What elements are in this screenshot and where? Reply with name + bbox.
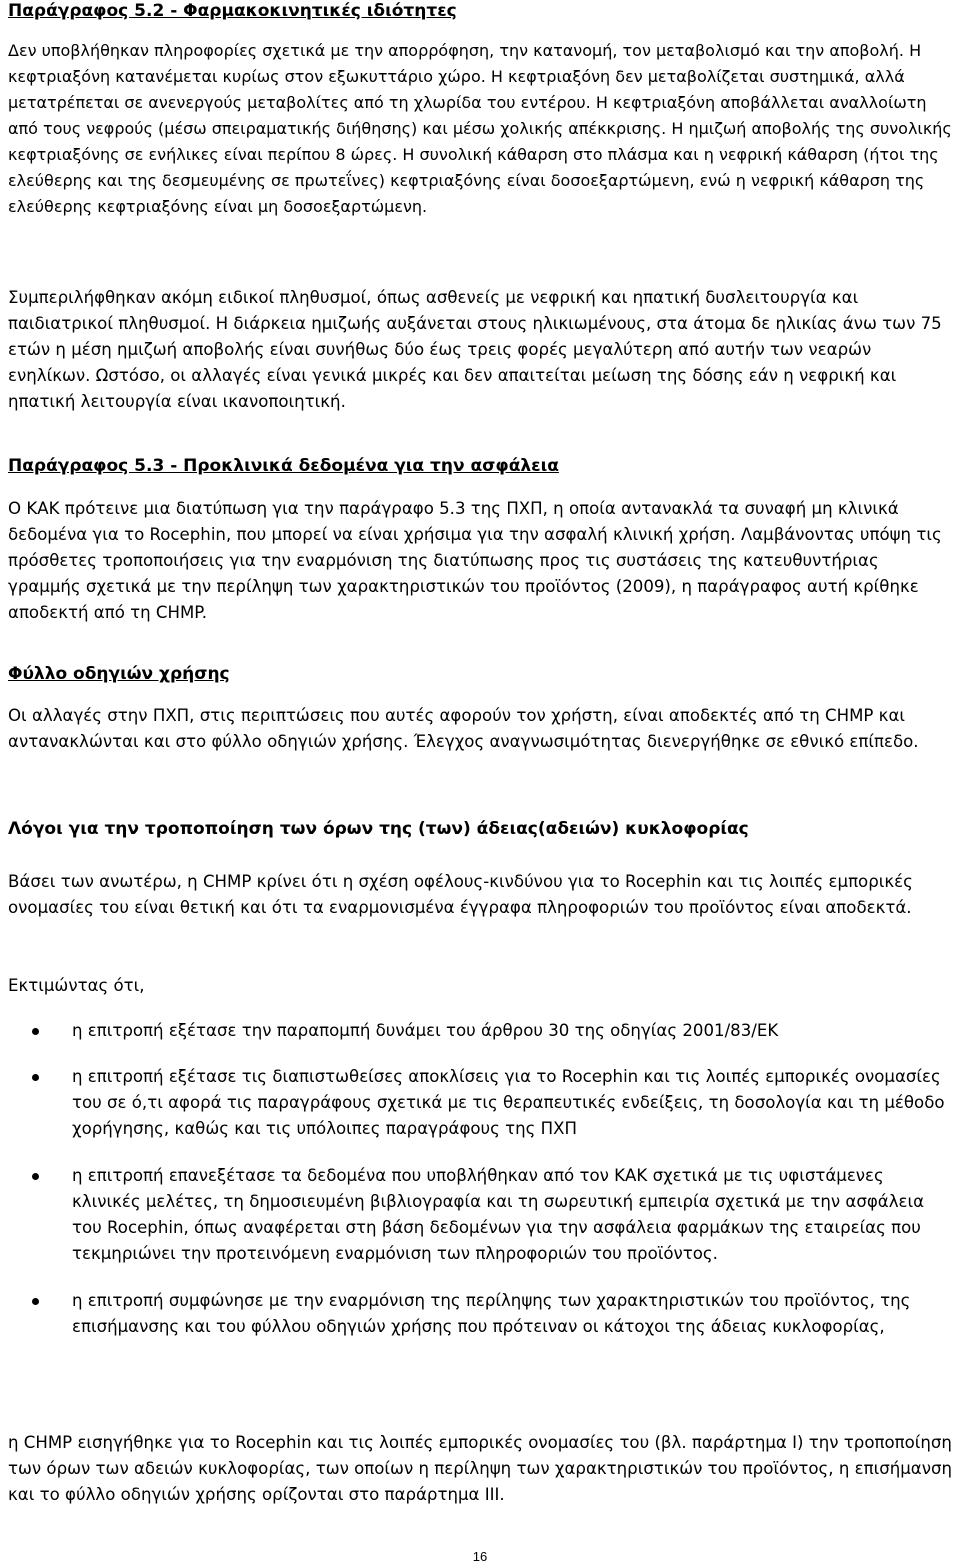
grounds-bullet-text: η επιτροπή εξέτασε τις διαπιστωθείσες αποκλίσεις για το Rocephin και τις λοιπές εμπορικές ονομασίες του σε ό,τι αφορά τις παραγράφους σχετικά με τις θεραπευτικές ενδείξεις, τη δοσολογία και τη μέθοδο χορήγησης, καθώς και τις υπόλοιπες παραγράφους της ΠΧΠ <box>72 1067 945 1138</box>
bullet-dot-icon <box>32 1173 39 1180</box>
grounds-heading: Λόγοι για την τροποποίηση των όρων της (των) άδειας(αδειών) κυκλοφορίας <box>8 819 749 839</box>
grounds-bullet-item <box>0 1018 954 1044</box>
section-5-2-heading: Παράγραφος 5.2 - Φαρμακοκινητικές ιδιότητες <box>8 1 457 21</box>
grounds-bullet-item <box>0 1288 954 1340</box>
grounds-bullet-item <box>0 1064 954 1142</box>
grounds-bullet-list <box>0 1018 954 1340</box>
bullet-dot-icon <box>32 1298 39 1305</box>
section-5-3-paragraph-1: Ο ΚΑΚ πρότεινε μια διατύπωση για την παράγραφο 5.3 της ΠΧΠ, η οποία αντανακλά τα συναφή μη κλινικά δεδομένα για το Rocephin, που μπορεί να είναι χρήσιμα για την ασφαλή κλινική χρήση. Λαμβάνοντας υπόψη τις πρόσθετες τροποποιήσεις για την εναρμόνιση της διατύπωσης προς τις συστάσεις της κατευθυντήριας γραμμής σχετικά με την περίληψη των χαρακτηριστικών του προϊόντος (2009), η παράγραφος αυτή κρίθηκε αποδεκτή από τη CHMP. <box>8 499 942 622</box>
grounds-closing: η CHMP εισηγήθηκε για το Rocephin και τις λοιπές εμπορικές ονομασίες του (βλ. παράρτημα I) την τροποποίηση των όρων των αδειών κυκλοφορίας, των οποίων η περίληψη των χαρακτηριστικών του προϊόντος, η επισήμανση και το φύλλο οδηγιών χρήσης ορίζονται στο παράρτημα III. <box>8 1433 953 1504</box>
section-5-2-paragraph-1: Δεν υποβλήθηκαν πληροφορίες σχετικά με την απορρόφηση, την κατανομή, τον μεταβολισμό και την αποβολή. Η κεφτριαξόνη κατανέμεται κυρίως στον εξωκυττάριο χώρο. Η κεφτριαξόνη δεν μεταβολίζεται συστημικά, αλλά μετατρέπεται σε ανενεργούς μεταβολίτες από τη χλωρίδα του εντέρου. Η κεφτριαξόνη αποβάλλεται αναλλοίωτη από τους νεφρούς (μέσω σπειραματικής διήθησης) και μέσω χολικής απέκκρισης. Η ημιζωή αποβολής της συνολικής κεφτριαξόνης σε ενήλικες είναι περίπου 8 ώρες. Η συνολική κάθαρση στο πλάσμα και η νεφρική κάθαρση (ήτοι της ελεύθερης και της δεσμευμένης σε πρωτεΐνες) κεφτριαξόνης είναι δοσοεξαρτώμενη, ενώ η νεφρική κάθαρση της ελεύθερης κεφτριαξόνης είναι μη δοσοεξαρτώμενη. <box>8 41 952 216</box>
grounds-paragraph-1: Βάσει των ανωτέρω, η CHMP κρίνει ότι η σχέση οφέλους-κινδύνου για το Rocephin και τις λοιπές εμπορικές ονομασίες του είναι θετική και ότι τα εναρμονισμένα έγγραφα πληροφοριών του προϊόντος είναι αποδεκτά. <box>8 872 913 917</box>
grounds-bullet-text: η επιτροπή εξέτασε την παραπομπή δυνάμει του άρθρου 30 της οδηγίας 2001/83/ΕΚ <box>72 1021 779 1040</box>
bullet-dot-icon <box>32 1028 39 1035</box>
page-number: 16 <box>472 1549 488 1564</box>
grounds-bullet-item <box>0 1163 954 1267</box>
grounds-bullet-text: η επιτροπή επανεξέτασε τα δεδομένα που υποβλήθηκαν από τον ΚΑΚ σχετικά με τις υφιστάμενες κλινικές μελέτες, τη δημοσιευμένη βιβλιογραφία και τη σωρευτική εμπειρία σχετικά με την ασφάλεια του Rocephin, όπως αναφέρεται στη βάση δεδομένων για την ασφάλεια φαρμάκων της εταιρείας που τεκμηριώνει την προτεινόμενη εναρμόνιση των πληροφοριών του προϊόντος. <box>72 1166 925 1263</box>
bullet-dot-icon <box>32 1074 39 1081</box>
grounds-intro: Εκτιμώντας ότι, <box>8 976 145 995</box>
leaflet-heading: Φύλλο οδηγιών χρήσης <box>8 664 230 684</box>
grounds-bullet-text: η επιτροπή συμφώνησε με την εναρμόνιση της περίληψης των χαρακτηριστικών του προϊόντος, της επισήμανσης και του φύλλου οδηγιών χρήσης που πρότειναν οι κάτοχοι της άδειας κυκλοφορίας, <box>72 1291 911 1336</box>
section-5-2-paragraph-2: Συμπεριλήφθηκαν ακόμη ειδικοί πληθυσμοί, όπως ασθενείς με νεφρική και ηπατική δυσλειτουργία και παιδιατρικοί πληθυσμοί. Η διάρκεια ημιζωής αυξάνεται στους ηλικιωμένους, στα άτομα δε ηλικίας άνω των 75 ετών η μέση ημιζωή αποβολής είναι συνήθως δύο έως τρεις φορές μεγαλύτερη από αυτήν των νεαρών ενηλίκων. Ωστόσο, οι αλλαγές είναι γενικά μικρές και δεν απαιτείται μείωση της δόσης εάν η νεφρική και ηπατική λειτουργία είναι ικανοποιητική. <box>8 288 942 411</box>
section-5-3-heading: Παράγραφος 5.3 - Προκλινικά δεδομένα για την ασφάλεια <box>8 456 559 476</box>
leaflet-paragraph-1: Οι αλλαγές στην ΠΧΠ, στις περιπτώσεις που αυτές αφορούν τον χρήστη, είναι αποδεκτές από τη CHMP και αντανακλώνται και στο φύλλο οδηγιών χρήσης. Έλεγχος αναγνωσιμότητας διενεργήθηκε σε εθνικό επίπεδο. <box>8 706 919 751</box>
